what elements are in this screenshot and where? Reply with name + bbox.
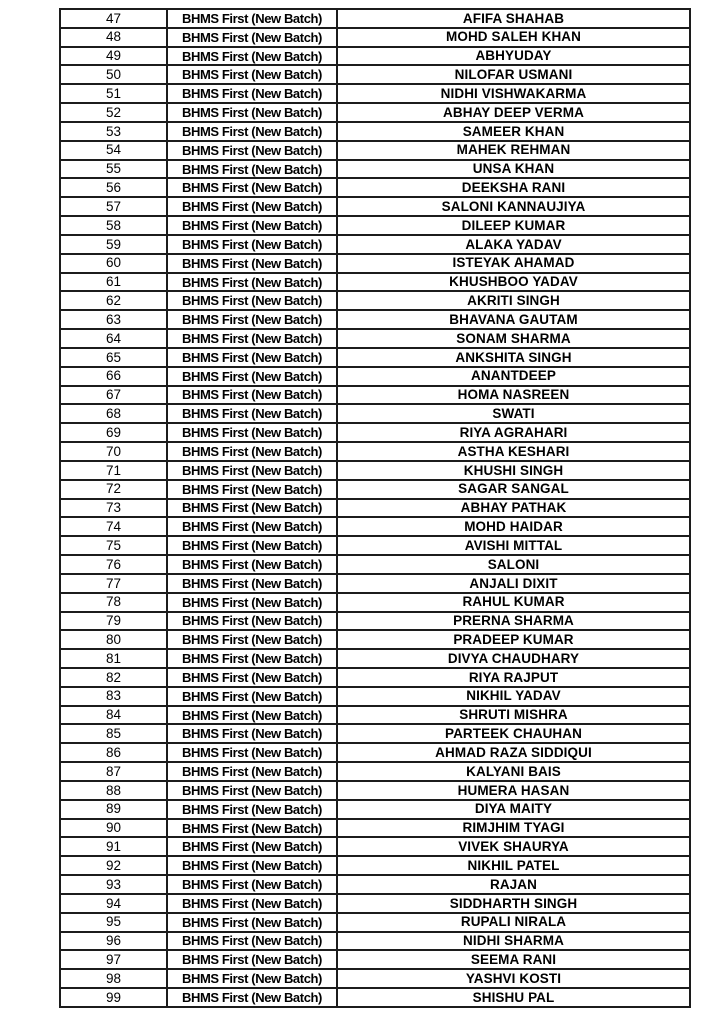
serial-number-cell: 48 [60, 28, 167, 47]
serial-number-cell: 79 [60, 612, 167, 631]
student-name-cell: RIYA AGRAHARI [337, 423, 690, 442]
batch-cell: BHMS First (New Batch) [167, 649, 337, 668]
batch-cell: BHMS First (New Batch) [167, 178, 337, 197]
batch-cell: BHMS First (New Batch) [167, 9, 337, 28]
table-row [60, 235, 690, 254]
student-name-cell: AVISHI MITTAL [337, 536, 690, 555]
serial-number-cell: 87 [60, 762, 167, 781]
batch-cell: BHMS First (New Batch) [167, 593, 337, 612]
table-row [60, 480, 690, 499]
table-row [60, 28, 690, 47]
serial-number-cell: 93 [60, 875, 167, 894]
batch-cell: BHMS First (New Batch) [167, 630, 337, 649]
student-name-cell: MOHD SALEH KHAN [337, 28, 690, 47]
serial-number-cell: 69 [60, 423, 167, 442]
serial-number-cell: 50 [60, 65, 167, 84]
batch-cell: BHMS First (New Batch) [167, 743, 337, 762]
serial-number-cell: 82 [60, 668, 167, 687]
batch-cell: BHMS First (New Batch) [167, 28, 337, 47]
table-row [60, 630, 690, 649]
table-row [60, 9, 690, 28]
student-name-cell: DIYA MAITY [337, 800, 690, 819]
student-table-body [60, 9, 690, 1007]
student-name-cell: KHUSHI SINGH [337, 461, 690, 480]
serial-number-cell: 78 [60, 593, 167, 612]
student-name-cell: NILOFAR USMANI [337, 65, 690, 84]
table-row [60, 103, 690, 122]
table-row [60, 367, 690, 386]
serial-number-cell: 98 [60, 969, 167, 988]
batch-cell: BHMS First (New Batch) [167, 856, 337, 875]
batch-cell: BHMS First (New Batch) [167, 254, 337, 273]
table-row [60, 724, 690, 743]
student-name-cell: ABHAY PATHAK [337, 499, 690, 518]
batch-cell: BHMS First (New Batch) [167, 84, 337, 103]
student-name-cell: SALONI KANNAUJIYA [337, 197, 690, 216]
serial-number-cell: 59 [60, 235, 167, 254]
table-row [60, 856, 690, 875]
batch-cell: BHMS First (New Batch) [167, 988, 337, 1007]
batch-cell: BHMS First (New Batch) [167, 894, 337, 913]
table-row [60, 612, 690, 631]
table-row [60, 555, 690, 574]
table-row [60, 216, 690, 235]
batch-cell: BHMS First (New Batch) [167, 65, 337, 84]
table-row [60, 254, 690, 273]
student-name-cell: KALYANI BAIS [337, 762, 690, 781]
serial-number-cell: 86 [60, 743, 167, 762]
batch-cell: BHMS First (New Batch) [167, 442, 337, 461]
batch-cell: BHMS First (New Batch) [167, 367, 337, 386]
batch-cell: BHMS First (New Batch) [167, 781, 337, 800]
batch-cell: BHMS First (New Batch) [167, 216, 337, 235]
student-name-cell: SONAM SHARMA [337, 329, 690, 348]
table-row [60, 329, 690, 348]
table-row [60, 517, 690, 536]
batch-cell: BHMS First (New Batch) [167, 969, 337, 988]
batch-cell: BHMS First (New Batch) [167, 913, 337, 932]
table-row [60, 461, 690, 480]
batch-cell: BHMS First (New Batch) [167, 404, 337, 423]
serial-number-cell: 89 [60, 800, 167, 819]
student-name-cell: PRERNA SHARMA [337, 612, 690, 631]
student-name-cell: NIKHIL PATEL [337, 856, 690, 875]
student-name-cell: HUMERA HASAN [337, 781, 690, 800]
table-row [60, 310, 690, 329]
student-name-cell: NIKHIL YADAV [337, 687, 690, 706]
serial-number-cell: 52 [60, 103, 167, 122]
serial-number-cell: 51 [60, 84, 167, 103]
table-row [60, 122, 690, 141]
serial-number-cell: 58 [60, 216, 167, 235]
student-name-cell: ISTEYAK AHAMAD [337, 254, 690, 273]
table-row [60, 65, 690, 84]
student-name-cell: ABHAY DEEP VERMA [337, 103, 690, 122]
student-name-cell: MOHD HAIDAR [337, 517, 690, 536]
table-row [60, 423, 690, 442]
batch-cell: BHMS First (New Batch) [167, 461, 337, 480]
student-name-cell: SEEMA RANI [337, 950, 690, 969]
student-name-cell: YASHVI KOSTI [337, 969, 690, 988]
serial-number-cell: 76 [60, 555, 167, 574]
table-row [60, 649, 690, 668]
serial-number-cell: 77 [60, 574, 167, 593]
batch-cell: BHMS First (New Batch) [167, 122, 337, 141]
serial-number-cell: 73 [60, 499, 167, 518]
student-name-cell: RIMJHIM TYAGI [337, 819, 690, 838]
serial-number-cell: 61 [60, 273, 167, 292]
table-row [60, 499, 690, 518]
student-name-cell: ALAKA YADAV [337, 235, 690, 254]
table-row [60, 574, 690, 593]
batch-cell: BHMS First (New Batch) [167, 310, 337, 329]
batch-cell: BHMS First (New Batch) [167, 762, 337, 781]
serial-number-cell: 91 [60, 837, 167, 856]
student-name-cell: KHUSHBOO YADAV [337, 273, 690, 292]
table-row [60, 84, 690, 103]
serial-number-cell: 60 [60, 254, 167, 273]
serial-number-cell: 57 [60, 197, 167, 216]
table-row [60, 932, 690, 951]
student-name-cell: SWATI [337, 404, 690, 423]
batch-cell: BHMS First (New Batch) [167, 612, 337, 631]
serial-number-cell: 81 [60, 649, 167, 668]
batch-cell: BHMS First (New Batch) [167, 724, 337, 743]
batch-cell: BHMS First (New Batch) [167, 687, 337, 706]
table-row [60, 819, 690, 838]
batch-cell: BHMS First (New Batch) [167, 235, 337, 254]
table-row [60, 800, 690, 819]
serial-number-cell: 68 [60, 404, 167, 423]
serial-number-cell: 56 [60, 178, 167, 197]
student-list-table [59, 8, 691, 1008]
table-row [60, 913, 690, 932]
table-row [60, 536, 690, 555]
table-row [60, 197, 690, 216]
serial-number-cell: 54 [60, 141, 167, 160]
batch-cell: BHMS First (New Batch) [167, 800, 337, 819]
student-name-cell: SHISHU PAL [337, 988, 690, 1007]
batch-cell: BHMS First (New Batch) [167, 273, 337, 292]
table-row [60, 837, 690, 856]
table-row [60, 291, 690, 310]
student-name-cell: SALONI [337, 555, 690, 574]
serial-number-cell: 83 [60, 687, 167, 706]
serial-number-cell: 55 [60, 160, 167, 179]
table-row [60, 762, 690, 781]
student-name-cell: MAHEK REHMAN [337, 141, 690, 160]
table-row [60, 593, 690, 612]
table-row [60, 386, 690, 405]
batch-cell: BHMS First (New Batch) [167, 141, 337, 160]
table-row [60, 894, 690, 913]
student-name-cell: DIVYA CHAUDHARY [337, 649, 690, 668]
serial-number-cell: 49 [60, 47, 167, 66]
student-name-cell: DILEEP KUMAR [337, 216, 690, 235]
table-row [60, 442, 690, 461]
batch-cell: BHMS First (New Batch) [167, 386, 337, 405]
serial-number-cell: 75 [60, 536, 167, 555]
batch-cell: BHMS First (New Batch) [167, 499, 337, 518]
student-name-cell: HOMA NASREEN [337, 386, 690, 405]
serial-number-cell: 53 [60, 122, 167, 141]
serial-number-cell: 63 [60, 310, 167, 329]
student-name-cell: AHMAD RAZA SIDDIQUI [337, 743, 690, 762]
table-row [60, 969, 690, 988]
serial-number-cell: 66 [60, 367, 167, 386]
serial-number-cell: 99 [60, 988, 167, 1007]
table-row [60, 348, 690, 367]
student-name-cell: ANKSHITA SINGH [337, 348, 690, 367]
student-name-cell: PARTEEK CHAUHAN [337, 724, 690, 743]
serial-number-cell: 88 [60, 781, 167, 800]
table-row [60, 988, 690, 1007]
serial-number-cell: 71 [60, 461, 167, 480]
table-row [60, 141, 690, 160]
table-row [60, 875, 690, 894]
batch-cell: BHMS First (New Batch) [167, 536, 337, 555]
batch-cell: BHMS First (New Batch) [167, 819, 337, 838]
student-name-cell: SHRUTI MISHRA [337, 706, 690, 725]
batch-cell: BHMS First (New Batch) [167, 706, 337, 725]
batch-cell: BHMS First (New Batch) [167, 423, 337, 442]
serial-number-cell: 80 [60, 630, 167, 649]
student-name-cell: NIDHI SHARMA [337, 932, 690, 951]
student-name-cell: SAMEER KHAN [337, 122, 690, 141]
batch-cell: BHMS First (New Batch) [167, 197, 337, 216]
batch-cell: BHMS First (New Batch) [167, 837, 337, 856]
student-name-cell: ANANTDEEP [337, 367, 690, 386]
batch-cell: BHMS First (New Batch) [167, 160, 337, 179]
table-row [60, 950, 690, 969]
student-name-cell: UNSA KHAN [337, 160, 690, 179]
batch-cell: BHMS First (New Batch) [167, 574, 337, 593]
serial-number-cell: 92 [60, 856, 167, 875]
serial-number-cell: 62 [60, 291, 167, 310]
batch-cell: BHMS First (New Batch) [167, 932, 337, 951]
serial-number-cell: 96 [60, 932, 167, 951]
student-name-cell: RAHUL KUMAR [337, 593, 690, 612]
student-name-cell: NIDHI VISHWAKARMA [337, 84, 690, 103]
student-name-cell: ANJALI DIXIT [337, 574, 690, 593]
student-name-cell: ASTHA KESHARI [337, 442, 690, 461]
student-name-cell: RUPALI NIRALA [337, 913, 690, 932]
table-row [60, 668, 690, 687]
serial-number-cell: 94 [60, 894, 167, 913]
serial-number-cell: 70 [60, 442, 167, 461]
batch-cell: BHMS First (New Batch) [167, 47, 337, 66]
batch-cell: BHMS First (New Batch) [167, 517, 337, 536]
table-row [60, 781, 690, 800]
batch-cell: BHMS First (New Batch) [167, 555, 337, 574]
serial-number-cell: 95 [60, 913, 167, 932]
table-row [60, 178, 690, 197]
serial-number-cell: 67 [60, 386, 167, 405]
student-name-cell: SAGAR SANGAL [337, 480, 690, 499]
table-row [60, 706, 690, 725]
batch-cell: BHMS First (New Batch) [167, 950, 337, 969]
table-row [60, 404, 690, 423]
student-name-cell: RAJAN [337, 875, 690, 894]
student-name-cell: VIVEK SHAURYA [337, 837, 690, 856]
student-name-cell: PRADEEP KUMAR [337, 630, 690, 649]
batch-cell: BHMS First (New Batch) [167, 875, 337, 894]
student-name-cell: BHAVANA GAUTAM [337, 310, 690, 329]
student-name-cell: DEEKSHA RANI [337, 178, 690, 197]
table-row [60, 273, 690, 292]
serial-number-cell: 74 [60, 517, 167, 536]
student-name-cell: ABHYUDAY [337, 47, 690, 66]
student-name-cell: SIDDHARTH SINGH [337, 894, 690, 913]
serial-number-cell: 90 [60, 819, 167, 838]
batch-cell: BHMS First (New Batch) [167, 291, 337, 310]
serial-number-cell: 97 [60, 950, 167, 969]
batch-cell: BHMS First (New Batch) [167, 668, 337, 687]
table-row [60, 160, 690, 179]
serial-number-cell: 84 [60, 706, 167, 725]
student-name-cell: AFIFA SHAHAB [337, 9, 690, 28]
batch-cell: BHMS First (New Batch) [167, 329, 337, 348]
student-name-cell: RIYA RAJPUT [337, 668, 690, 687]
serial-number-cell: 64 [60, 329, 167, 348]
table-row [60, 47, 690, 66]
student-name-cell: AKRITI SINGH [337, 291, 690, 310]
serial-number-cell: 85 [60, 724, 167, 743]
serial-number-cell: 72 [60, 480, 167, 499]
batch-cell: BHMS First (New Batch) [167, 348, 337, 367]
batch-cell: BHMS First (New Batch) [167, 480, 337, 499]
serial-number-cell: 65 [60, 348, 167, 367]
serial-number-cell: 47 [60, 9, 167, 28]
table-row [60, 687, 690, 706]
table-row [60, 743, 690, 762]
batch-cell: BHMS First (New Batch) [167, 103, 337, 122]
